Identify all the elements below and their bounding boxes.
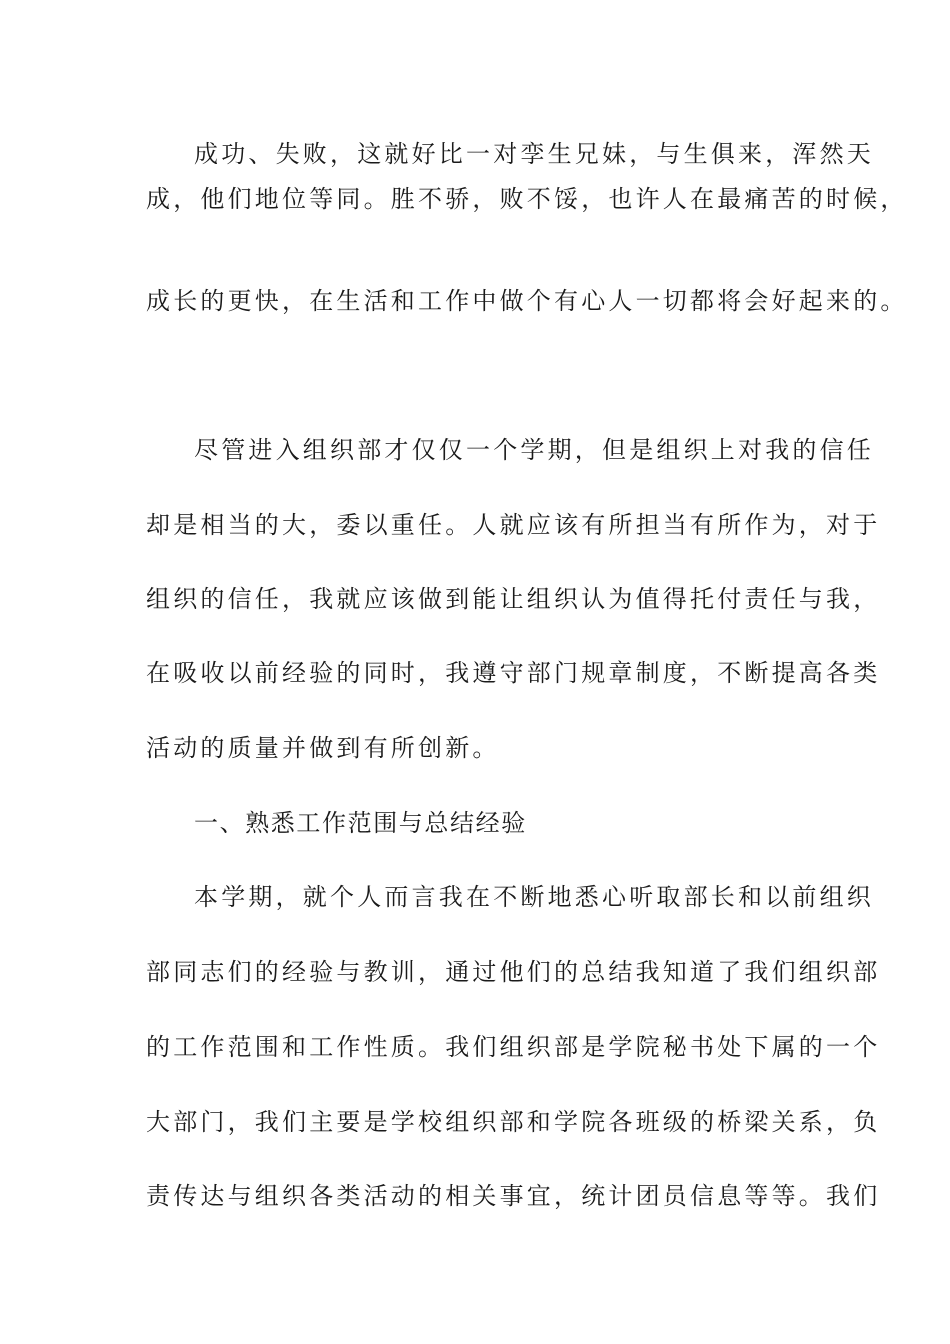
text-line: 却是相当的大，委以重任。人就应该有所担当有所作为，对于: [146, 511, 881, 539]
text-line: 的工作范围和工作性质。我们组织部是学院秘书处下属的一个: [146, 1033, 881, 1061]
text-line: 活动的质量并做到有所创新。: [146, 734, 500, 762]
text-line: 成，他们地位等同。胜不骄，败不馁，也许人在最痛苦的时候，: [146, 185, 908, 213]
text-line: 本学期，就个人而言我在不断地悉心听取部长和以前组织: [194, 883, 874, 911]
text-line: 在吸收以前经验的同时，我遵守部门规章制度，不断提高各类: [146, 659, 881, 687]
text-line: 成功、失败，这就好比一对孪生兄妹，与生俱来，浑然天: [194, 140, 874, 168]
text-line: 责传达与组织各类活动的相关事宜，统计团员信息等等。我们: [146, 1182, 881, 1210]
text-line: 部同志们的经验与教训，通过他们的总结我知道了我们组织部: [146, 958, 881, 986]
text-line: 大部门，我们主要是学校组织部和学院各班级的桥梁关系，负: [146, 1108, 881, 1136]
text-line: 尽管进入组织部才仅仅一个学期，但是组织上对我的信任: [194, 436, 874, 464]
text-line: 成长的更快，在生活和工作中做个有心人一切都将会好起来的。: [146, 287, 908, 315]
text-line: 组织的信任，我就应该做到能让组织认为值得托付责任与我，: [146, 585, 881, 613]
heading-text: 一、熟悉工作范围与总结经验: [194, 809, 527, 837]
